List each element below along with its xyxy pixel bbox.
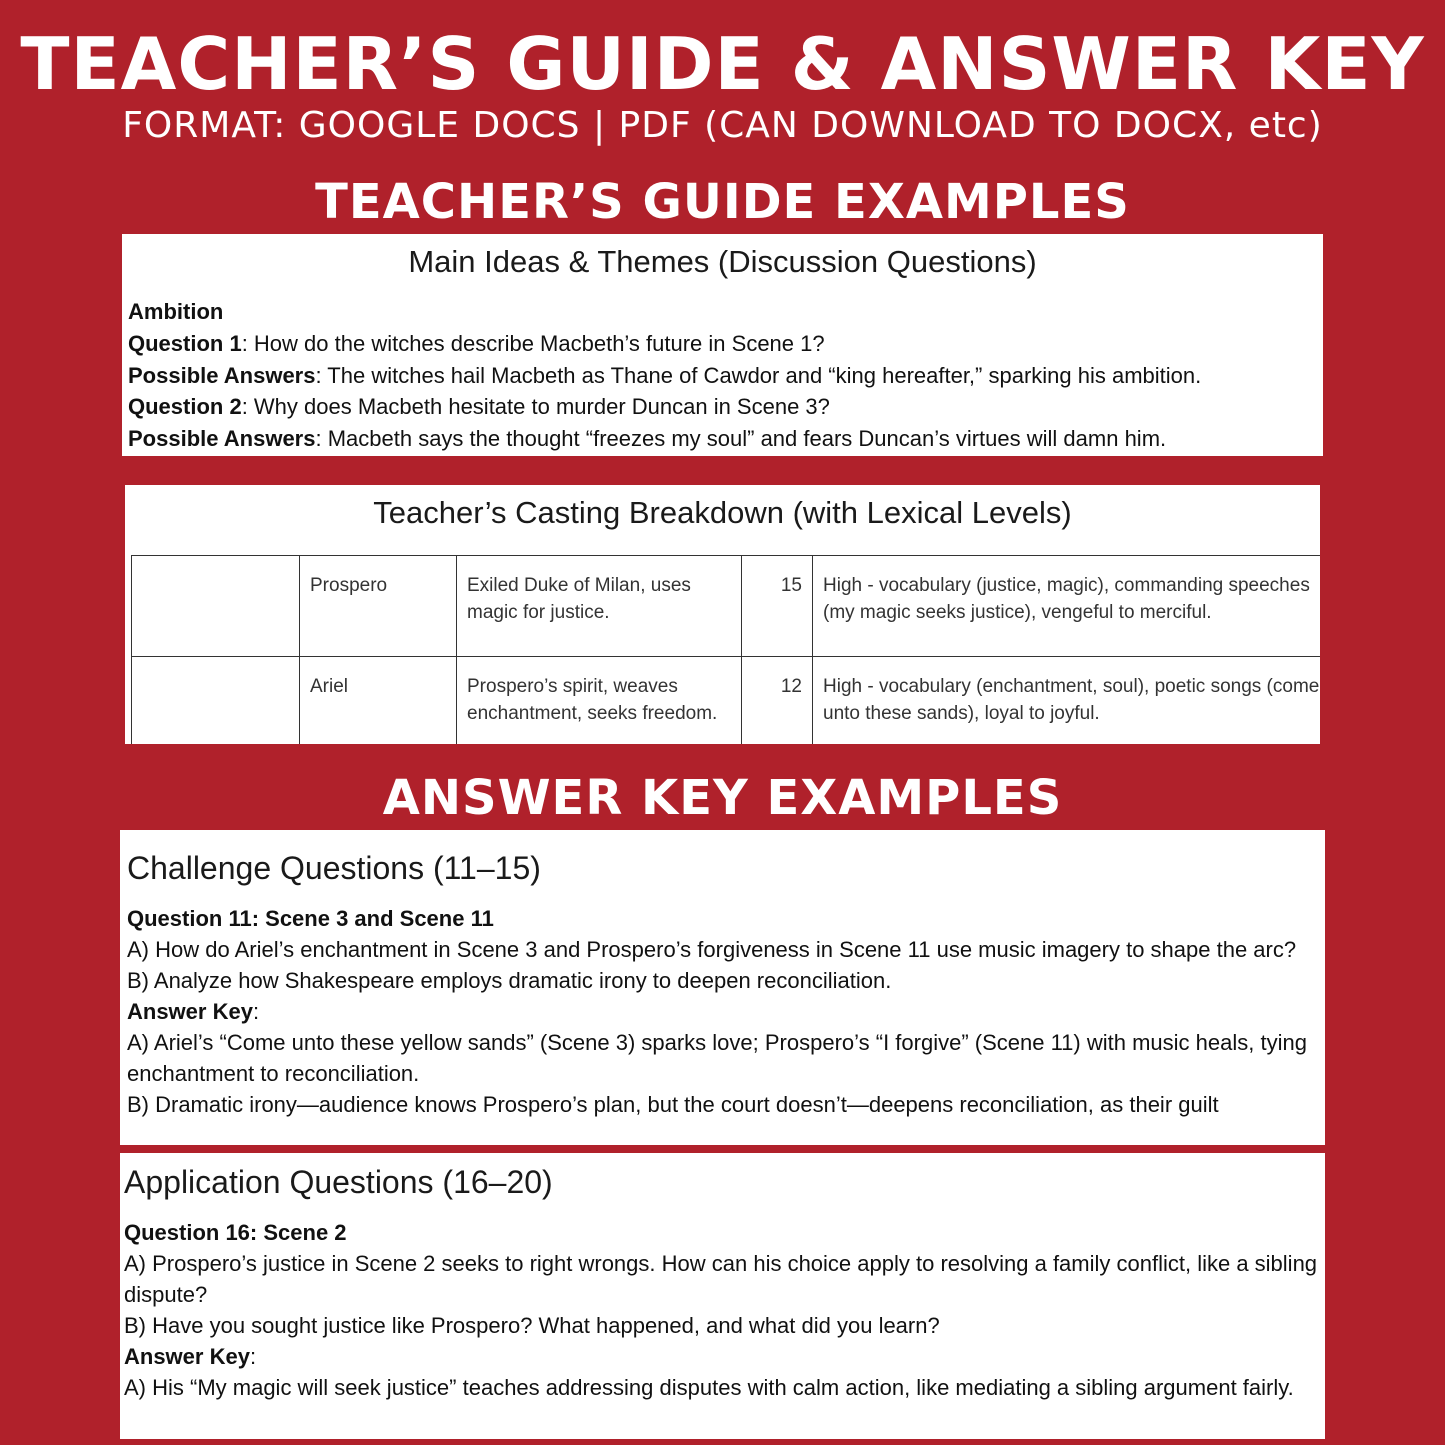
table-row — [132, 657, 1321, 745]
table-cell-notes: High - vocabulary (enchantment, soul), poetic songs (come unto these sands), loyal to joyful. — [813, 657, 1321, 745]
application-question-heading: Question 16: Scene 2 — [124, 1220, 347, 1245]
application-card-title: Application Questions (16–20) — [124, 1164, 553, 1200]
casting-card-title: Teacher’s Casting Breakdown (with Lexical Levels) — [373, 495, 1072, 530]
table-cell-description: Exiled Duke of Milan, uses magic for justice. — [457, 556, 742, 657]
challenge-card — [120, 830, 1325, 1145]
table-cell-description: Prospero’s spirit, weaves enchantment, seeks freedom. — [457, 657, 742, 745]
application-answer-label: Answer Key: — [124, 1344, 257, 1369]
table-cell-notes: High - vocabulary (justice, magic), commanding speeches (my magic seeks justice), vengeful to merciful. — [813, 556, 1321, 657]
application-question-a: A) Prospero’s justice in Scene 2 seeks to right wrongs. How can his choice apply to resolving a family conflict, like a sibling dispute? — [124, 1251, 1318, 1307]
challenge-question-heading: Question 11: Scene 3 and Scene 11 — [127, 906, 494, 931]
theme-topic: Ambition — [128, 299, 224, 324]
themes-card-title: Main Ideas & Themes (Discussion Questions) — [408, 244, 1037, 279]
table-row — [132, 556, 1321, 657]
application-card — [120, 1153, 1325, 1439]
table-cell-level: 12 — [742, 657, 813, 745]
challenge-answer-b: B) Dramatic irony—audience knows Prospero’s plan, but the court doesn’t—deepens reconciliation, as their guilt — [127, 1092, 1219, 1117]
theme-line: Question 2: Why does Macbeth hesitate to murder Duncan in Scene 3? — [128, 394, 830, 419]
challenge-answer-a: A) Ariel’s “Come unto these yellow sands” (Scene 3) sparks love; Prospero’s “I forgive” (Scene 11) with music heals, tying enchantment to reconciliation. — [127, 1030, 1307, 1086]
page-title: TEACHER’S GUIDE & ANSWER KEY — [20, 22, 1425, 106]
challenge-card-title: Challenge Questions (11–15) — [127, 850, 541, 886]
table-cell-role: Ariel — [300, 657, 457, 745]
table-cell-role: Prospero — [300, 556, 457, 657]
theme-line: Question 1: How do the witches describe Macbeth’s future in Scene 1? — [128, 331, 825, 356]
challenge-answer-label: Answer Key: — [127, 999, 260, 1024]
theme-line: Possible Answers: Macbeth says the thought “freezes my soul” and fears Duncan’s virtues will damn him. — [128, 425, 1167, 451]
table-cell-level: 15 — [742, 556, 813, 657]
application-answer-a: A) His “My magic will seek justice” teaches addressing disputes with calm action, like mediating a sibling argument fairly. — [124, 1375, 1294, 1400]
table-cell-empty — [132, 657, 300, 745]
table-cell-empty — [132, 556, 300, 657]
theme-line: Possible Answers: The witches hail Macbeth as Thane of Cawdor and “king hereafter,” sparking his ambition. — [128, 362, 1202, 388]
answer-section-heading: ANSWER KEY EXAMPLES — [382, 770, 1063, 826]
challenge-question-a: A) How do Ariel’s enchantment in Scene 3 and Prospero’s forgiveness in Scene 11 use music imagery to shape the arc? — [127, 937, 1297, 962]
application-question-b: B) Have you sought justice like Prospero? What happened, and what did you learn? — [124, 1313, 940, 1338]
themes-body — [128, 296, 1318, 454]
format-subtitle: FORMAT: GOOGLE DOCS | PDF (CAN DOWNLOAD TO DOCX, etc) — [122, 105, 1323, 146]
casting-table — [131, 555, 1320, 744]
themes-card — [122, 234, 1323, 456]
casting-card — [125, 485, 1320, 744]
guide-section-heading: TEACHER’S GUIDE EXAMPLES — [315, 174, 1130, 230]
challenge-question-b: B) Analyze how Shakespeare employs dramatic irony to deepen reconciliation. — [127, 968, 892, 993]
